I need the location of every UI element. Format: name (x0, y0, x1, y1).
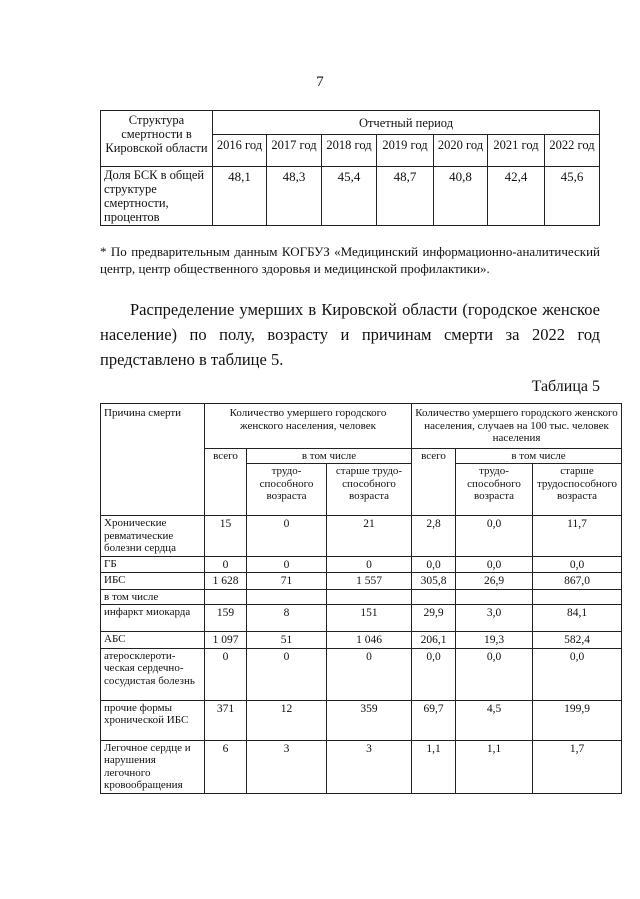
value-cell: 48,7 (377, 167, 434, 226)
body-paragraph: Распределение умерших в Кировской области (городское женское население) по полу, возрасту и причинам смерти за 2022 год представлено в таблице 5. (100, 300, 600, 369)
value-cell: 0,0 (412, 648, 456, 700)
cause-header: Причина смерти (101, 404, 205, 516)
value-cell: 71 (247, 573, 327, 590)
table-row (101, 589, 622, 605)
value-cell: 0,0 (533, 556, 622, 573)
mortality-structure-table (100, 110, 600, 226)
cause-label: инфаркт миокарда (101, 605, 205, 632)
bsk-share-label: Доля БСК в общей структуре смертности, процентов (101, 167, 213, 226)
year-cell: 2016 год (213, 135, 267, 167)
value-cell: 371 (205, 700, 247, 740)
structure-header-cell (101, 111, 213, 167)
value-cell: 0 (205, 648, 247, 700)
structure-header-label: Структура смертности в Кировской области (105, 113, 208, 155)
value-cell: 45,4 (322, 167, 377, 226)
value-cell: 0 (327, 648, 412, 700)
value-cell: 0 (247, 648, 327, 700)
including-header: в том числе (247, 448, 412, 464)
value-cell: 4,5 (456, 700, 533, 740)
table-row (101, 632, 622, 649)
value-cell: 2,8 (412, 516, 456, 557)
cause-label: атеросклероти-ческая сердечно-сосудистая болезнь (101, 648, 205, 700)
working-age-header: трудо-способного возраста (456, 464, 533, 516)
value-cell (247, 589, 327, 605)
page-number: 7 (316, 74, 324, 90)
cause-label: ИБС (101, 573, 205, 590)
value-cell: 15 (205, 516, 247, 557)
value-cell (533, 589, 622, 605)
value-cell: 3 (327, 740, 412, 793)
value-cell: 1,1 (456, 740, 533, 793)
table-row (101, 516, 622, 557)
value-cell: 1,1 (412, 740, 456, 793)
value-cell: 1,7 (533, 740, 622, 793)
table-row (101, 556, 622, 573)
value-cell: 151 (327, 605, 412, 632)
value-cell: 11,7 (533, 516, 622, 557)
value-cell: 84,1 (533, 605, 622, 632)
value-cell: 159 (205, 605, 247, 632)
period-header-cell (213, 111, 600, 135)
year-cell: 2018 год (322, 135, 377, 167)
value-cell: 582,4 (533, 632, 622, 649)
value-cell: 305,8 (412, 573, 456, 590)
value-cell: 1 046 (327, 632, 412, 649)
value-cell: 26,9 (456, 573, 533, 590)
year-cell: 2021 год (488, 135, 545, 167)
value-cell: 0 (247, 556, 327, 573)
table-caption: Таблица 5 (531, 378, 600, 395)
value-cell: 69,7 (412, 700, 456, 740)
value-cell (205, 589, 247, 605)
value-cell: 6 (205, 740, 247, 793)
value-cell: 199,9 (533, 700, 622, 740)
value-cell: 3 (247, 740, 327, 793)
table-row (101, 605, 622, 632)
bsk-share-row (101, 167, 600, 226)
cause-label: ГБ (101, 556, 205, 573)
cause-label: в том числе (101, 589, 205, 605)
value-cell: 1 097 (205, 632, 247, 649)
value-cell: 1 557 (327, 573, 412, 590)
value-cell (327, 589, 412, 605)
value-cell: 206,1 (412, 632, 456, 649)
value-cell: 359 (327, 700, 412, 740)
value-cell: 1 628 (205, 573, 247, 590)
value-cell: 42,4 (488, 167, 545, 226)
value-cell: 0 (327, 556, 412, 573)
table-row (101, 700, 622, 740)
value-cell: 19,3 (456, 632, 533, 649)
value-cell: 8 (247, 605, 327, 632)
value-cell: 0 (247, 516, 327, 557)
value-cell: 48,1 (213, 167, 267, 226)
value-cell: 48,3 (267, 167, 322, 226)
value-cell: 21 (327, 516, 412, 557)
count-group-header: Количество умершего городского женского населения, человек (205, 404, 412, 449)
value-cell: 51 (247, 632, 327, 649)
period-header-label: Отчетный период (358, 115, 454, 130)
value-cell: 40,8 (434, 167, 488, 226)
table-row (101, 573, 622, 590)
value-cell: 0,0 (456, 556, 533, 573)
footnote: * По предварительным данным КОГБУЗ «Медицинский информационно-аналитический центр, центр общественного здоровья и медицинской профилактики». (100, 244, 600, 276)
table-row (101, 740, 622, 793)
value-cell: 45,6 (545, 167, 600, 226)
year-cell: 2019 год (377, 135, 434, 167)
value-cell: 29,9 (412, 605, 456, 632)
year-cell: 2022 год (545, 135, 600, 167)
value-cell: 0 (205, 556, 247, 573)
year-cell: 2017 год (267, 135, 322, 167)
cause-label: прочие формы хронической ИБС (101, 700, 205, 740)
including-header: в том числе (456, 448, 622, 464)
total-header: всего (412, 448, 456, 516)
value-cell: 12 (247, 700, 327, 740)
cause-label: АБС (101, 632, 205, 649)
value-cell: 3,0 (456, 605, 533, 632)
value-cell: 0,0 (456, 648, 533, 700)
value-cell: 0,0 (456, 516, 533, 557)
working-age-header: трудо-способного возраста (247, 464, 327, 516)
older-age-header: старше трудо-способного возраста (327, 464, 412, 516)
value-cell: 0,0 (533, 648, 622, 700)
older-age-header: старше трудоспособного возраста (533, 464, 622, 516)
table-row (101, 648, 622, 700)
value-cell (456, 589, 533, 605)
value-cell: 0,0 (412, 556, 456, 573)
value-cell (412, 589, 456, 605)
rate-group-header: Количество умершего городского женского населения, случаев на 100 тыс. человек населения (412, 404, 622, 449)
year-cell: 2020 год (434, 135, 488, 167)
mortality-by-cause-table (100, 403, 622, 794)
value-cell: 867,0 (533, 573, 622, 590)
cause-label: Хронические ревматические болезни сердца (101, 516, 205, 557)
cause-label: Легочное сердце и нарушения легочного кровообращения (101, 740, 205, 793)
total-header: всего (205, 448, 247, 516)
